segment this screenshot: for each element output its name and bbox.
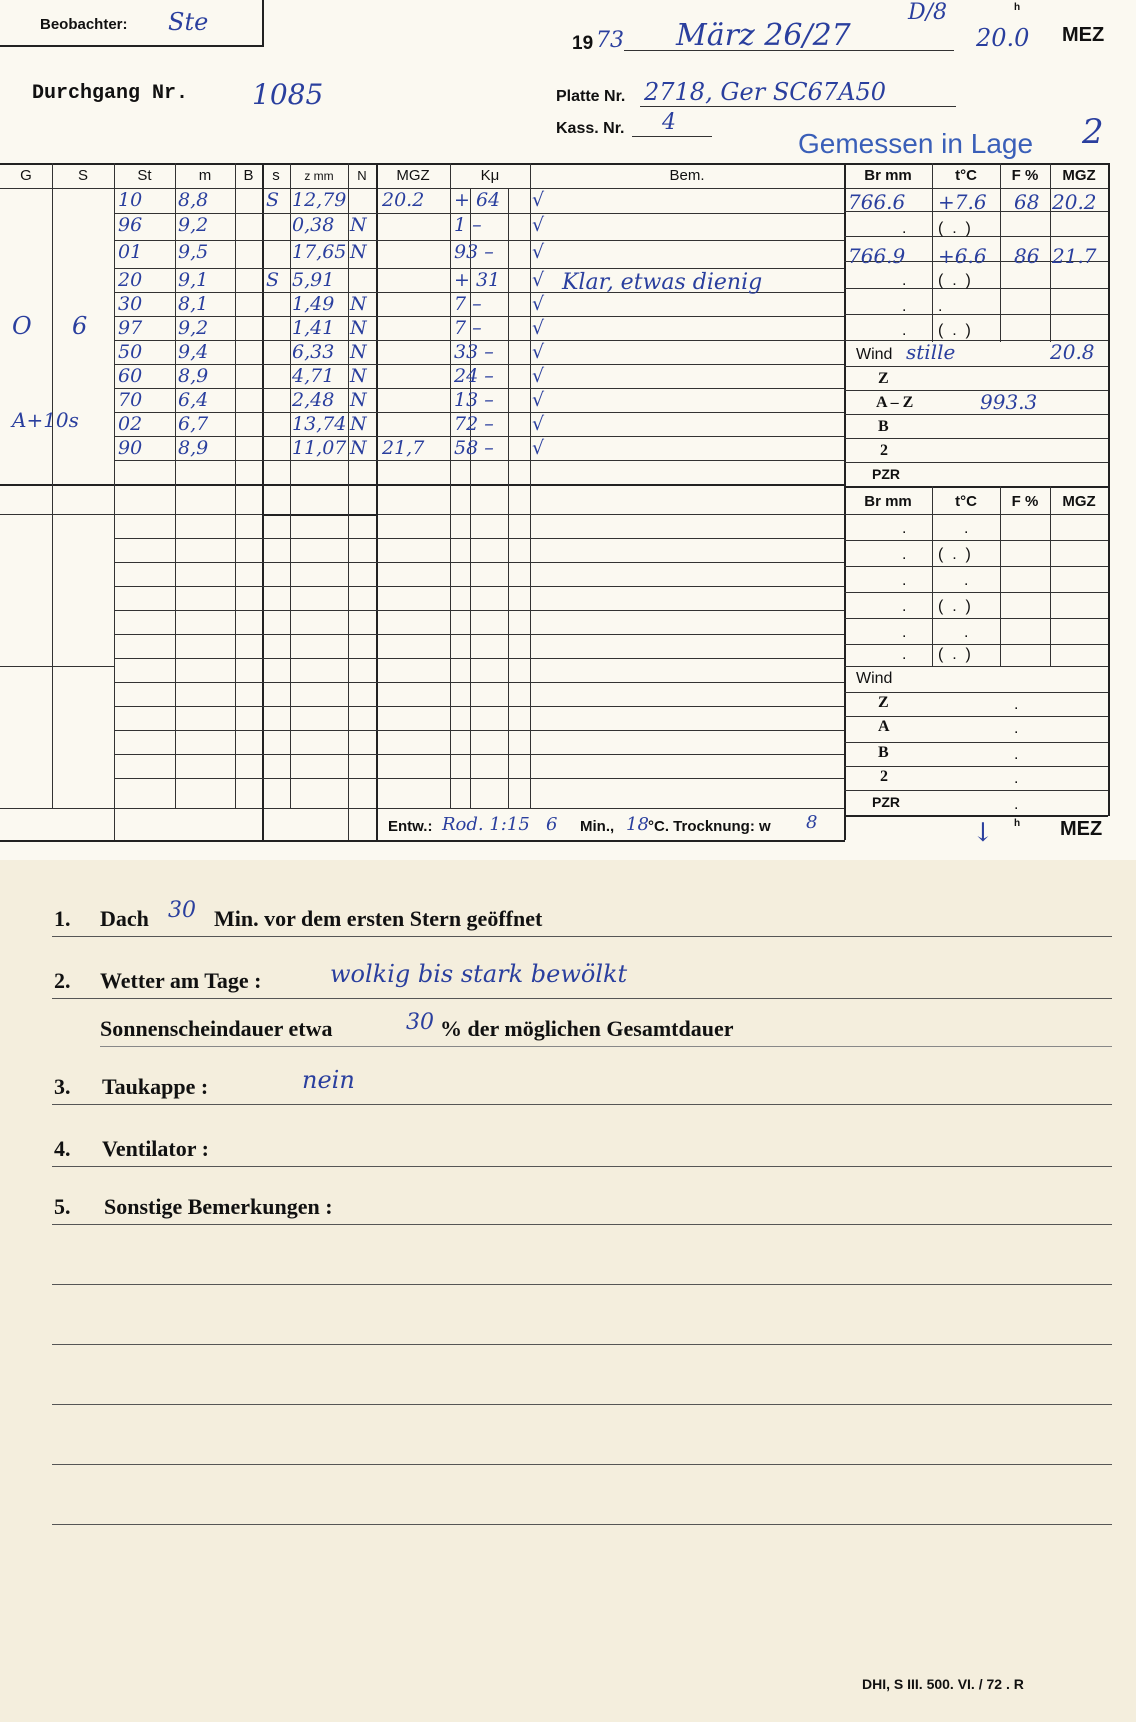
cell-m: 9,1 xyxy=(178,269,209,291)
entw-temp-label: °C. Trocknung: w xyxy=(648,818,771,835)
date-note: D/8 xyxy=(908,0,948,25)
cell-m: 6,4 xyxy=(178,389,209,411)
col-header-g: G xyxy=(20,167,32,184)
cell-k: 7 – xyxy=(454,317,482,339)
cell-check: √ xyxy=(532,241,545,263)
note-5-label: Sonstige Bemerkungen : xyxy=(104,1194,333,1219)
note-3-label: Taukappe : xyxy=(102,1074,209,1099)
cell-n: N xyxy=(350,341,367,363)
w2-header-br: Br mm xyxy=(864,493,912,510)
kass-label: Kass. Nr. xyxy=(556,120,625,137)
w1-mgz-1: 20.2 xyxy=(1052,190,1097,214)
w1-z-label: Z xyxy=(878,370,889,387)
w1-f-2: 86 xyxy=(1014,244,1040,268)
cell-m: 9,4 xyxy=(178,341,209,363)
note-2b-label: Sonnenscheindauer etwa xyxy=(100,1016,333,1041)
cell-n: N xyxy=(350,293,367,315)
cell-s: S xyxy=(266,189,280,211)
cell-n: N xyxy=(350,317,367,339)
note-2-value: wolkig bis stark bewölkt xyxy=(330,960,628,988)
w1-a-value: 993.3 xyxy=(980,390,1038,414)
measurement-stamp: Gemessen in Lage xyxy=(798,128,1034,159)
w2-header-mgz: MGZ xyxy=(1062,493,1096,510)
cell-k: 33 – xyxy=(454,341,494,363)
entw-temp: 18 xyxy=(626,814,649,835)
s-value: 6 xyxy=(72,312,88,340)
w1-t-1: +7.6 xyxy=(938,190,987,214)
bem-note: Klar, etwas dienig xyxy=(562,270,763,295)
cell-m: 8,9 xyxy=(178,365,209,387)
col-header-n: N xyxy=(357,168,367,183)
col-header-bem: Bem. xyxy=(669,167,705,184)
entw-label: Entw.: xyxy=(388,818,433,835)
cell-check: √ xyxy=(532,317,545,339)
cell-s: S xyxy=(266,269,280,291)
cell-n: N xyxy=(350,214,367,236)
durchgang-value: 1085 xyxy=(252,78,324,111)
cell-k: 7 – xyxy=(454,293,482,315)
observer-value: Ste xyxy=(168,8,209,36)
cell-st: 60 xyxy=(118,365,143,387)
platte-value: 2718, Ger SC67A50 xyxy=(644,78,887,106)
cell-n: N xyxy=(350,413,367,435)
note-5-num: 5. xyxy=(54,1194,71,1219)
time-value: 20.0 xyxy=(976,24,1030,52)
cell-k: + 31 xyxy=(454,269,501,291)
cell-check: √ xyxy=(532,413,545,435)
cell-m: 9,5 xyxy=(178,241,209,263)
cell-n: N xyxy=(350,365,367,387)
w1-br-1: 766.6 xyxy=(848,190,906,214)
cell-check: √ xyxy=(532,437,545,459)
entw-value: Rod. 1:15 xyxy=(442,814,530,835)
cell-n: N xyxy=(350,437,367,459)
entw-minutes: 6 xyxy=(546,814,558,835)
time-h-mark: h xyxy=(1014,2,1021,13)
cell-st: 02 xyxy=(118,413,143,435)
form-front-section: Beobachter: Ste 19 73 März 26/27 D/8 h 20.0 MEZ Durchgang Nr. 1085 Platte Nr. 2718, Ger SC67A50 Kass. Nr. 4 Gemessen in Lage 2 G S St m B s z mm N MGZ Kμ Bem. O 6 A+10s 10 8,8 S 12,79 20.2 + 64 √ 96 9,2 0,38 N 1 – √ 01 9,5 17,65 N 93 – √ 20 9,1 S 5,91 + 31 √ 30 8,1 1,49 N 7 – √ 97 9,2 1,41 N 7 – √ 50 9,4 6,33 N 33 – √ 60 8,9 4,71 N 24 – √ 70 6,4 2,48 N 13 – √ 02 6,7 13,74 N 72 – √ 90 8,9 11,07 N 21,7 58 – √ Klar, etwas dienig Entw.: Rod. 1:15 6 Min., 18 °C. Trocknung: w 8 Br mm t°C F % MGZ 766.6 +7.6 68 20.2 . ( . ) 766.9 +6.6 86 21.7 . ( . ) . . . ( . ) Wind stille 20.8 Z A – Z 993.3 B 2 PZR Br mm t°C F % MGZ . . . ( . ) . . . ( . ) . . . ( . ) Wind Z A B 2 PZR . . . . . ↓ h MEZ xyxy=(0,0,1136,860)
g-note: A+10s xyxy=(12,408,79,432)
w2-pzr-label: PZR xyxy=(872,794,900,810)
cell-check: √ xyxy=(532,189,545,211)
note-2-label: Wetter am Tage : xyxy=(100,968,262,993)
cell-z: 12,79 xyxy=(292,189,347,211)
cell-k: 24 – xyxy=(454,365,494,387)
main-table xyxy=(0,0,1136,860)
date-value: März 26/27 xyxy=(676,18,851,53)
w1-f-1: 68 xyxy=(1014,190,1040,214)
bottom-mez-label: MEZ xyxy=(1060,818,1103,840)
cell-k: 93 – xyxy=(454,241,494,263)
note-3-num: 3. xyxy=(54,1074,71,1099)
note-2-num: 2. xyxy=(54,968,71,993)
cell-m: 8,1 xyxy=(178,293,209,315)
stamp-value: 2 xyxy=(1082,112,1104,152)
w1-header-t: t°C xyxy=(955,167,977,184)
w2-b-label: B xyxy=(878,744,889,761)
note-2b-value: 30 xyxy=(406,1010,434,1035)
cell-k: + 64 xyxy=(454,189,501,211)
cell-k: 13 – xyxy=(454,389,494,411)
w1-wind-value: stille xyxy=(906,340,956,364)
cell-z: 11,07 xyxy=(292,437,347,459)
w2-header-t: t°C xyxy=(955,493,977,510)
cell-z: 1,41 xyxy=(292,317,335,339)
col-header-k: Kμ xyxy=(480,167,500,184)
cell-check: √ xyxy=(532,269,545,291)
note-3-value: nein xyxy=(302,1066,355,1094)
cell-m: 6,7 xyxy=(178,413,209,435)
year-prefix: 19 xyxy=(572,33,594,54)
entw-min-label: Min., xyxy=(580,818,615,835)
cell-z: 13,74 xyxy=(292,413,347,435)
w1-t-2: +6.6 xyxy=(938,244,987,268)
w1-wind-mgz: 20.8 xyxy=(1050,340,1095,364)
w1-header-br: Br mm xyxy=(864,167,912,184)
note-4-num: 4. xyxy=(54,1136,71,1161)
note-1-num: 1. xyxy=(54,906,71,931)
w1-wind-label: Wind xyxy=(856,346,893,363)
cell-m: 8,8 xyxy=(178,189,209,211)
cell-m: 9,2 xyxy=(178,317,209,339)
w1-header-mgz: MGZ xyxy=(1062,167,1096,184)
kass-value: 4 xyxy=(662,110,676,135)
w1-br-2: 766.9 xyxy=(848,244,906,268)
cell-z: 0,38 xyxy=(292,214,335,236)
cell-st: 30 xyxy=(118,293,143,315)
cell-check: √ xyxy=(532,341,545,363)
note-4-label: Ventilator : xyxy=(102,1136,209,1161)
w2-header-f: F % xyxy=(1011,493,1039,510)
col-header-m: m xyxy=(198,167,212,184)
w2-wind-label: Wind xyxy=(856,670,893,687)
cell-st: 70 xyxy=(118,389,143,411)
w1-pzr-label: PZR xyxy=(872,466,900,482)
observer-label: Beobachter: xyxy=(40,16,128,33)
year-suffix: 73 xyxy=(596,28,624,53)
cell-z: 17,65 xyxy=(292,241,347,263)
cell-st: 01 xyxy=(118,241,143,263)
col-header-s: S xyxy=(77,167,88,184)
down-arrow: ↓ xyxy=(972,818,994,848)
cell-check: √ xyxy=(532,365,545,387)
entw-trock-value: 8 xyxy=(806,812,818,833)
cell-mgz: 21,7 xyxy=(382,437,425,459)
cell-st: 97 xyxy=(118,317,143,339)
w2-z-label: Z xyxy=(878,694,889,711)
w1-header-f: F % xyxy=(1011,167,1039,184)
notes-section xyxy=(0,860,1136,1722)
col-header-b: B xyxy=(243,167,254,184)
cell-k: 72 – xyxy=(454,413,494,435)
note-1-text: Min. vor dem ersten Stern geöffnet xyxy=(214,906,543,931)
cell-z: 5,91 xyxy=(292,269,335,291)
cell-n: N xyxy=(350,389,367,411)
cell-st: 10 xyxy=(118,189,143,211)
w1-two-label: 2 xyxy=(880,442,888,459)
note-2b-text: % der möglichen Gesamtdauer xyxy=(440,1016,734,1041)
platte-label: Platte Nr. xyxy=(556,88,626,105)
note-1-value: 30 xyxy=(168,898,196,923)
g-value: O xyxy=(12,312,32,340)
cell-z: 4,71 xyxy=(292,365,335,387)
col-header-mgz: MGZ xyxy=(396,167,430,184)
cell-check: √ xyxy=(532,214,545,236)
cell-z: 2,48 xyxy=(292,389,335,411)
cell-st: 90 xyxy=(118,437,143,459)
cell-st: 96 xyxy=(118,214,143,236)
cell-k: 58 – xyxy=(454,437,494,459)
cell-n: N xyxy=(350,241,367,263)
w2-a-label: A xyxy=(878,718,890,735)
cell-k: 1 – xyxy=(454,214,482,236)
cell-z: 6,33 xyxy=(292,341,335,363)
note-1-label: Dach xyxy=(100,906,149,931)
col-header-st: St xyxy=(137,167,152,184)
cell-mgz: 20.2 xyxy=(382,189,425,211)
w1-b-label: B xyxy=(878,418,889,435)
cell-st: 20 xyxy=(118,269,143,291)
w2-two-label: 2 xyxy=(880,768,888,785)
cell-check: √ xyxy=(532,293,545,315)
form-code: DHI, S III. 500. VI. / 72 . R xyxy=(862,1676,1024,1692)
w1-a-label: A – Z xyxy=(876,394,914,411)
durchgang-label: Durchgang Nr. xyxy=(32,82,189,105)
cell-m: 8,9 xyxy=(178,437,209,459)
cell-st: 50 xyxy=(118,341,143,363)
w1-mgz-2: 21.7 xyxy=(1052,244,1097,268)
mez-label: MEZ xyxy=(1062,24,1105,46)
cell-z: 1,49 xyxy=(292,293,335,315)
cell-m: 9,2 xyxy=(178,214,209,236)
cell-check: √ xyxy=(532,389,545,411)
col-header-s-small: s xyxy=(272,167,280,184)
col-header-z: z mm xyxy=(304,169,334,183)
